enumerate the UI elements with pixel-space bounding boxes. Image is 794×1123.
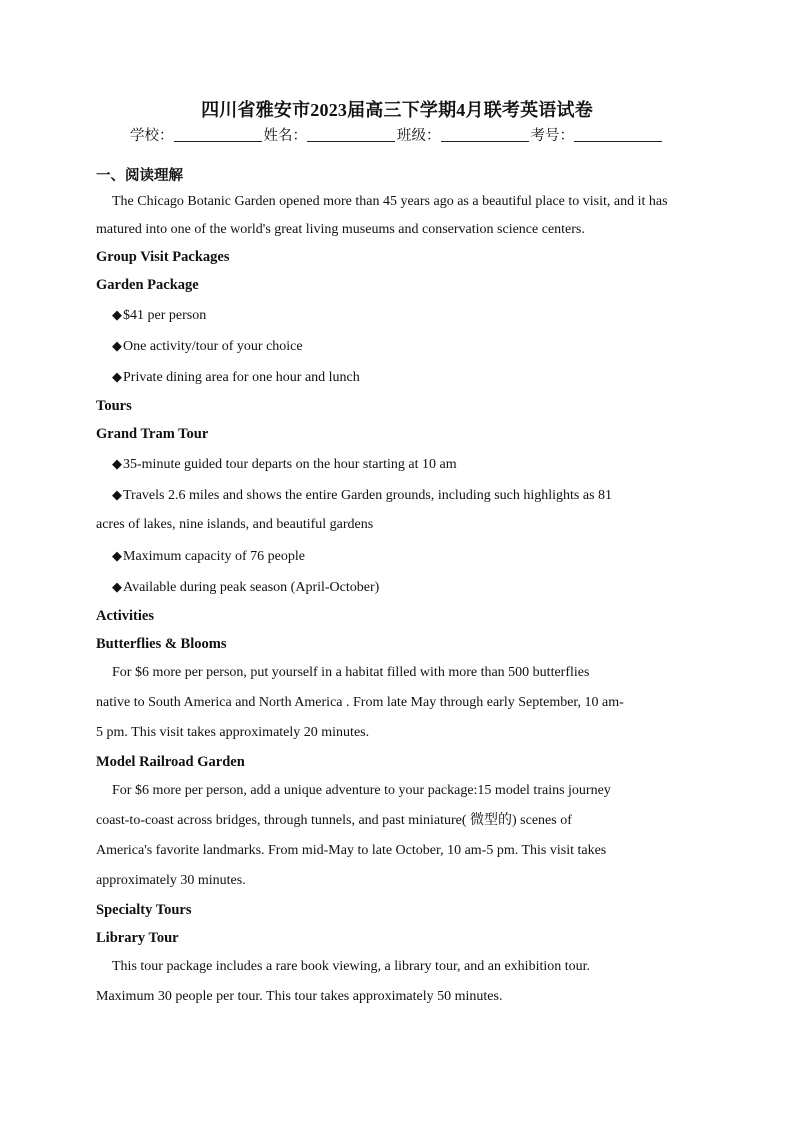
- specialty-heading: Specialty Tours: [96, 902, 192, 918]
- tram-heading: Grand Tram Tour: [96, 426, 209, 442]
- garden-item-text: One activity/tour of your choice: [123, 339, 303, 354]
- garden-item: [96, 299, 704, 330]
- garden-item: [96, 330, 704, 361]
- butterflies-heading: Butterflies & Blooms: [96, 636, 227, 652]
- railroad-line: approximately 30 minutes.: [96, 873, 246, 888]
- diamond-bullet-icon: ◆: [112, 307, 122, 322]
- school-label: 学校：: [130, 128, 174, 144]
- tram-item: [96, 448, 704, 479]
- reading-passage: [96, 164, 704, 1012]
- class-label: 班级：: [397, 128, 441, 144]
- diamond-bullet-icon: ◆: [112, 369, 122, 384]
- group-heading: Group Visit Packages: [96, 249, 230, 265]
- railroad-line: America's favorite landmarks. From mid-May to late October, 10 am-5 pm. This visit takes: [96, 843, 607, 858]
- diamond-bullet-icon: ◆: [112, 548, 122, 563]
- tram-item-text: 35-minute guided tour departs on the hour starting at 10 am: [123, 457, 457, 472]
- tram-item: [96, 571, 704, 602]
- railroad-line: coast-to-coast across bridges, through tunnels, and past miniature( 微型的) scenes of: [96, 813, 572, 828]
- garden-heading: Garden Package: [96, 277, 199, 293]
- exam-number-label: 考号：: [530, 128, 574, 144]
- diamond-bullet-icon: ◆: [112, 338, 122, 353]
- name-blank[interactable]: [307, 127, 395, 142]
- student-info-line: [0, 124, 794, 145]
- intro-paragraph: The Chicago Botanic Garden opened more than 45 years ago as a beautiful place to visit, and it has matured into one of the world's great living museums and conservation science centers.: [96, 194, 668, 237]
- railroad-line: For $6 more per person, add a unique adventure to your package:15 model trains journey: [112, 783, 611, 798]
- butterflies-line: native to South America and North America . From late May through early September, 10 am-: [96, 695, 624, 710]
- tram-item: [96, 540, 704, 571]
- exam-number-blank[interactable]: [574, 127, 662, 142]
- tours-heading: Tours: [96, 398, 132, 414]
- garden-item-text: $41 per person: [123, 308, 207, 323]
- class-blank[interactable]: [441, 127, 529, 142]
- library-line: This tour package includes a rare book viewing, a library tour, and an exhibition tour.: [112, 959, 591, 974]
- diamond-bullet-icon: ◆: [112, 487, 122, 502]
- diamond-bullet-icon: ◆: [112, 456, 122, 471]
- diamond-bullet-icon: ◆: [112, 579, 122, 594]
- section-title: 一、阅读理解: [96, 168, 183, 184]
- tram-item: [96, 479, 704, 510]
- library-line: Maximum 30 people per tour. This tour takes approximately 50 minutes.: [96, 989, 503, 1004]
- railroad-heading: Model Railroad Garden: [96, 754, 245, 770]
- name-label: 姓名：: [263, 128, 307, 144]
- garden-item-text: Private dining area for one hour and lunch: [123, 370, 360, 385]
- page-title: 四川省雅安市2023届高三下学期4月联考英语试卷: [201, 100, 593, 120]
- tram-item-text: Available during peak season (April-October): [123, 580, 380, 595]
- tram-item-text: Travels 2.6 miles and shows the entire Garden grounds, including such highlights as 81: [123, 488, 613, 503]
- butterflies-line: For $6 more per person, put yourself in a habitat filled with more than 500 butterflies: [112, 665, 590, 680]
- school-blank[interactable]: [174, 127, 262, 142]
- tram-item-continued: acres of lakes, nine islands, and beautiful gardens: [96, 517, 374, 532]
- tram-item-text: Maximum capacity of 76 people: [123, 549, 305, 564]
- activities-heading: Activities: [96, 608, 154, 624]
- garden-item: [96, 361, 704, 392]
- library-heading: Library Tour: [96, 930, 179, 946]
- butterflies-line: 5 pm. This visit takes approximately 20 minutes.: [96, 725, 370, 740]
